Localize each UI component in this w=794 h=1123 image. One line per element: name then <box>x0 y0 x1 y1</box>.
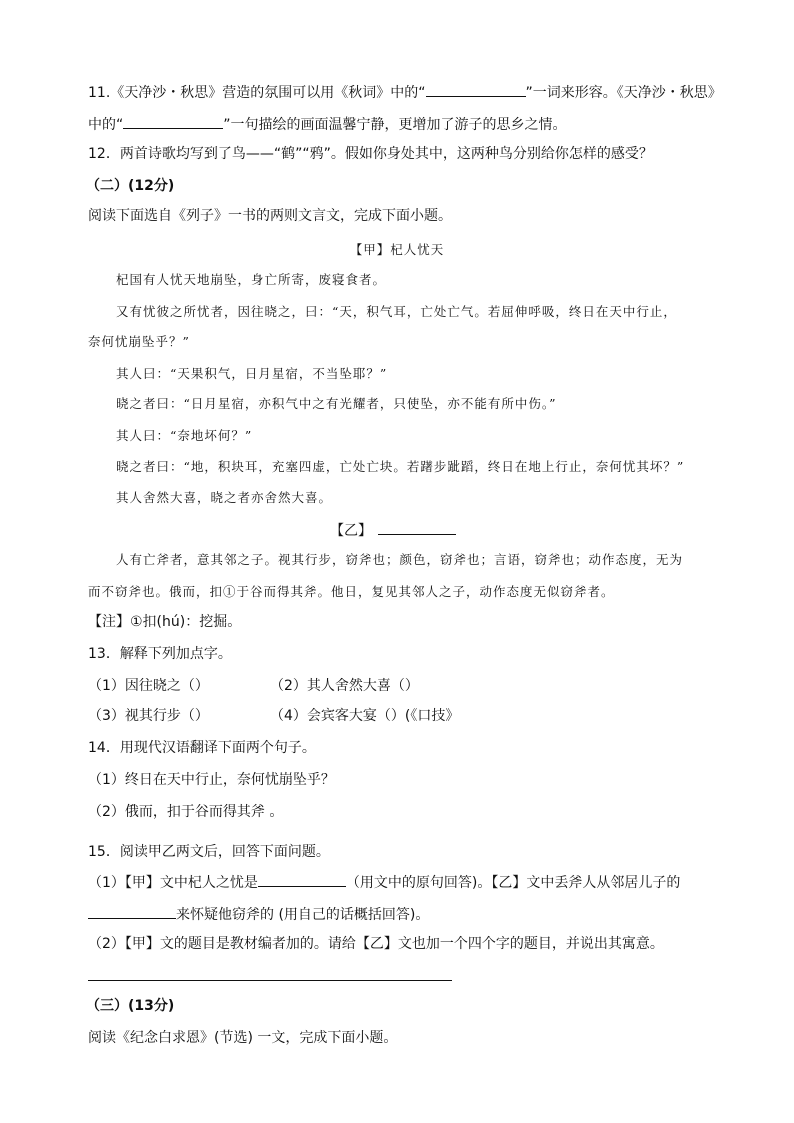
passage-b-title-row <box>330 520 456 541</box>
passage-a-line: 其人曰：“天果积气，日月星宿，不当坠耶？” <box>116 366 388 381</box>
footnote: 【注】①扣(hú)：挖掘。 <box>88 614 242 630</box>
passage-b-title: 【乙】 <box>330 523 372 539</box>
q11-text-part3: 中的“ <box>88 117 124 133</box>
q13-item-3: （3）视其行步（） <box>88 708 209 724</box>
q11-line1 <box>88 82 722 103</box>
q13-item-4: （4）会宾客大宴（）(《口技》 <box>270 708 460 724</box>
section3-heading: （三）(13分) <box>86 998 175 1014</box>
q12-text: 12．两首诗歌均写到了鸟——“鹤”“鸦”。假如你身处其中，这两种鸟分别给你怎样的感受？ <box>88 146 653 162</box>
q15-blank-2[interactable] <box>88 904 176 919</box>
passage-b-line: 而不窃斧也。俄而，扣①于谷而得其斧。他日，复见其邻人之子，动作态度无似窃斧者。 <box>88 584 615 599</box>
q14-item-2: （2）俄而，扣于谷而得其斧 。 <box>88 804 284 820</box>
q15-item-1-line2 <box>88 904 429 925</box>
q11-text-part1: 11.《天净沙・秋思》营造的氛围可以用《秋词》中的“ <box>88 85 426 101</box>
passage-a-line: 晓之者曰：“日月星宿，亦积气中之有光耀者，只使坠，亦不能有所中伤。” <box>116 396 557 411</box>
q11-blank-2[interactable] <box>123 114 223 129</box>
q11-text-part2: ”一词来形容。《天净沙・秋思》 <box>525 85 722 101</box>
passage-a-line: 晓之者曰：“地，积块耳，充塞四虚，亡处亡块。若躇步跐蹈，终日在地上行止，奈何忧其坏？” <box>116 459 685 474</box>
passage-a-line: 又有忧彼之所忧者，因往晓之，曰：“天，积气耳，亡处亡气。若屈伸呼吸，终日在天中行止， <box>116 304 677 319</box>
passage-a-line: 杞国有人忧天地崩坠，身亡所寄，废寝食者。 <box>116 272 387 287</box>
q11-text-part4: ”一句描绘的画面温馨宁静，更增加了游子的思乡之情。 <box>223 117 567 133</box>
q13-item-1: （1）因往晓之（） <box>88 678 209 694</box>
q15-item-1-part-a: （1）【甲】文中杞人之忧是 <box>88 875 258 891</box>
q13-title: 13．解释下列加点字。 <box>88 646 232 662</box>
passage-a-title: 【甲】杞人忧天 <box>349 242 445 257</box>
passage-a-line: 奈何忧崩坠乎？” <box>88 334 190 349</box>
passage-b-title-blank[interactable] <box>378 520 456 535</box>
passage-b-line: 人有亡斧者，意其邻之子。视其行步，窃斧也；颜色，窃斧也；言语，窃斧也；动作态度，无为 <box>116 552 684 567</box>
q15-item-2: （2）【甲】文的题目是教材编者加的。请给【乙】文也加一个四个字的题目，并说出其寓意。 <box>88 936 664 952</box>
q15-item-1-line1 <box>88 872 680 893</box>
passage-a-line: 其人舍然大喜，晓之者亦舍然大喜。 <box>116 490 333 505</box>
q15-item-1-part-c: 来怀疑他窃斧的 (用自己的话概括回答)。 <box>176 907 430 923</box>
q11-line2 <box>88 114 567 135</box>
passage-a-line: 其人曰：“奈地坏何？” <box>116 428 253 443</box>
q13-item-2: （2）其人舍然大喜（） <box>270 678 419 694</box>
section3-intro: 阅读《纪念白求恩》(节选) 一文，完成下面小题。 <box>88 1030 398 1046</box>
q15-title: 15．阅读甲乙两文后，回答下面问题。 <box>88 844 330 860</box>
q15-answer-line[interactable] <box>88 980 452 981</box>
q14-item-1: （1）终日在天中行止，奈何忧崩坠乎？ <box>88 772 335 788</box>
section2-intro: 阅读下面选自《列子》一书的两则文言文，完成下面小题。 <box>88 208 452 224</box>
section2-heading: （二）(12分) <box>86 178 175 194</box>
q15-item-1-part-b: （用文中的原句回答)。【乙】文中丢斧人从邻居儿子的 <box>345 875 681 891</box>
q11-blank-1[interactable] <box>426 82 526 97</box>
q14-title: 14．用现代汉语翻译下面两个句子。 <box>88 740 316 756</box>
q15-blank-1[interactable] <box>258 872 346 887</box>
